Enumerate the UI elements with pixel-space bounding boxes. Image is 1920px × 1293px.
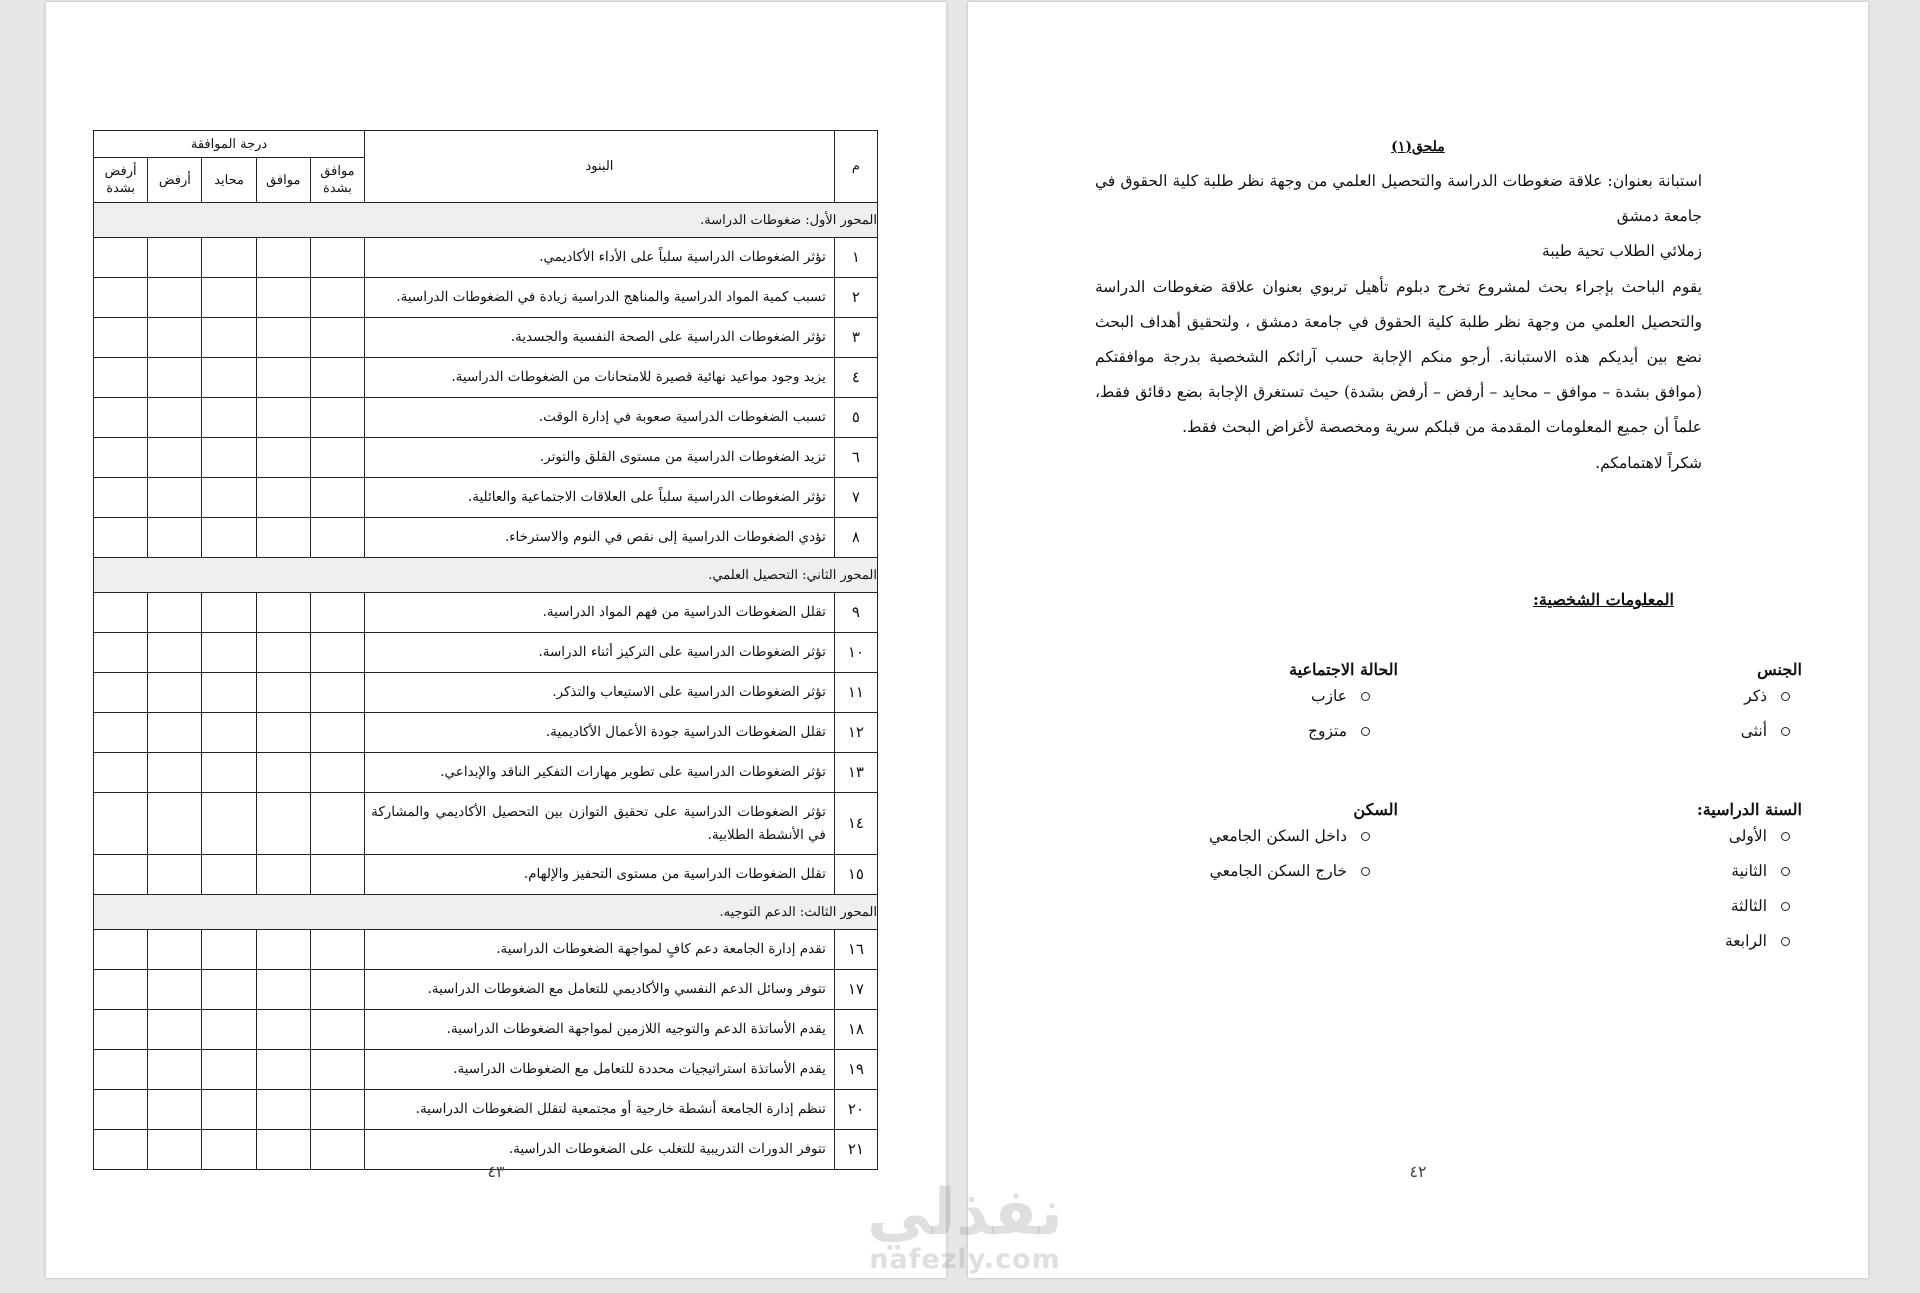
item-number: ١ (834, 238, 877, 278)
radio-circle-icon (1361, 727, 1370, 736)
item-text: تؤثر الضغوطات الدراسية سلباً على الأداء الأكاديمي. (365, 238, 835, 278)
rating-cell[interactable] (94, 1010, 148, 1050)
item-number: ٨ (834, 518, 877, 558)
item-number: ٢٠ (834, 1090, 877, 1130)
year-option-second[interactable]: الثانية (1697, 854, 1790, 889)
watermark-url: nafezly.com (869, 1244, 1061, 1275)
rating-cell[interactable] (148, 358, 202, 398)
axis-title: المحور الأول: ضغوطات الدراسة. (94, 203, 878, 238)
rating-cell[interactable] (148, 753, 202, 793)
rating-cell[interactable] (256, 633, 310, 673)
item-text: تقلل الضغوطات الدراسية جودة الأعمال الأكاديمية. (365, 713, 835, 753)
item-number: ١٦ (834, 930, 877, 970)
item-text: تقلل الضغوطات الدراسية من مستوى التحفيز والإلهام. (365, 855, 835, 895)
rating-cell[interactable] (202, 930, 256, 970)
rating-cell[interactable] (256, 593, 310, 633)
rating-cell[interactable] (256, 673, 310, 713)
year-option-first[interactable]: الأولى (1697, 819, 1790, 854)
item-number: ١٩ (834, 1050, 877, 1090)
rating-cell[interactable] (94, 358, 148, 398)
item-number: ٦ (834, 438, 877, 478)
rating-cell[interactable] (256, 713, 310, 753)
rating-cell[interactable] (310, 970, 364, 1010)
item-text: تؤثر الضغوطات الدراسية على التركيز أثناء الدراسة. (365, 633, 835, 673)
housing-option-outside[interactable]: خارج السكن الجامعي (1209, 854, 1370, 889)
radio-circle-icon (1781, 727, 1790, 736)
greeting: زملائي الطلاب تحية طيبة (1542, 242, 1702, 261)
rating-cell[interactable] (310, 238, 364, 278)
rating-cell[interactable] (202, 793, 256, 855)
header-number: م (834, 131, 877, 203)
item-text: تتوفر الدورات التدريبية للتغلب على الضغوطات الدراسية. (365, 1130, 835, 1170)
item-number: ١٨ (834, 1010, 877, 1050)
rating-cell[interactable] (256, 398, 310, 438)
header-option-strongly-agree: موافق بشدة (310, 158, 364, 203)
item-number: ١٢ (834, 713, 877, 753)
rating-cell[interactable] (256, 1090, 310, 1130)
rating-cell[interactable] (148, 1090, 202, 1130)
radio-circle-icon (1361, 692, 1370, 701)
rating-cell[interactable] (310, 1090, 364, 1130)
housing-group (1209, 800, 1398, 889)
thanks: شكراً لاهتمامكم. (1595, 453, 1702, 472)
header-option-strongly-disagree: أرفض بشدة (94, 158, 148, 203)
rating-cell[interactable] (94, 238, 148, 278)
item-text: تنظم إدارة الجامعة أنشطة خارجية أو مجتمعية لتقلل الضغوطات الدراسية. (365, 1090, 835, 1130)
page-42 (968, 2, 1868, 1278)
item-number: ١٤ (834, 793, 877, 855)
radio-circle-icon (1781, 937, 1790, 946)
rating-cell[interactable] (310, 713, 364, 753)
item-number: ١٥ (834, 855, 877, 895)
rating-cell[interactable] (94, 1050, 148, 1090)
rating-cell[interactable] (310, 438, 364, 478)
item-number: ٤ (834, 358, 877, 398)
rating-cell[interactable] (148, 398, 202, 438)
axis-row (94, 895, 878, 930)
item-text: يقدم الأساتذة استراتيجيات محددة للتعامل مع الضغوطات الدراسية. (365, 1050, 835, 1090)
table-row (94, 855, 878, 895)
rating-cell[interactable] (202, 673, 256, 713)
rating-cell[interactable] (256, 438, 310, 478)
questionnaire-title: استبانة بعنوان: علاقة ضغوطات الدراسة والتحصيل العلمي من وجهة نظر طلبة كلية الحقوق في جامعة دمشق (1095, 172, 1702, 226)
rating-cell[interactable] (148, 238, 202, 278)
header-items: البنود (365, 131, 835, 203)
rating-cell[interactable] (256, 1010, 310, 1050)
table-row (94, 1050, 878, 1090)
gender-group (1741, 660, 1802, 749)
rating-cell[interactable] (94, 318, 148, 358)
table-row (94, 398, 878, 438)
axis-row (94, 203, 878, 238)
radio-circle-icon (1361, 867, 1370, 876)
table-row (94, 478, 878, 518)
item-text: تؤثر الضغوطات الدراسية على تطوير مهارات التفكير الناقد والإبداعي. (365, 753, 835, 793)
rating-cell[interactable] (202, 633, 256, 673)
rating-cell[interactable] (202, 753, 256, 793)
table-row (94, 793, 878, 855)
item-number: ١٧ (834, 970, 877, 1010)
axis-title: المحور الثاني: التحصيل العلمي. (94, 558, 878, 593)
rating-cell[interactable] (94, 713, 148, 753)
watermark-logo: نفذلي (867, 1176, 1063, 1250)
item-number: ٢ (834, 278, 877, 318)
item-number: ٣ (834, 318, 877, 358)
rating-cell[interactable] (94, 1090, 148, 1130)
rating-cell[interactable] (148, 1050, 202, 1090)
rating-cell[interactable] (202, 1010, 256, 1050)
header-option-agree: موافق (256, 158, 310, 203)
item-number: ٢١ (834, 1130, 877, 1170)
rating-cell[interactable] (256, 970, 310, 1010)
rating-cell[interactable] (148, 855, 202, 895)
gender-option-female[interactable]: أنثى (1741, 714, 1790, 749)
table-row (94, 633, 878, 673)
table-row (94, 358, 878, 398)
item-text: تسبب كمية المواد الدراسية والمناهج الدراسية زيادة في الضغوطات الدراسية. (365, 278, 835, 318)
rating-cell[interactable] (310, 398, 364, 438)
page-43 (46, 2, 946, 1278)
rating-cell[interactable] (202, 713, 256, 753)
item-number: ٩ (834, 593, 877, 633)
rating-cell[interactable] (202, 318, 256, 358)
item-number: ٥ (834, 398, 877, 438)
rating-cell[interactable] (148, 438, 202, 478)
marital-status-title: الحالة الاجتماعية (1289, 660, 1398, 679)
year-option-fourth[interactable]: الرابعة (1697, 924, 1790, 959)
rating-cell[interactable] (256, 518, 310, 558)
rating-cell[interactable] (256, 1050, 310, 1090)
item-number: ١١ (834, 673, 877, 713)
rating-cell[interactable] (256, 318, 310, 358)
rating-cell[interactable] (148, 633, 202, 673)
intro-paragraph: يقوم الباحث بإجراء بحث لمشروع تخرج دبلوم تأهيل تربوي بعنوان علاقة ضغوطات الدراسة والتحصيل العلمي من وجهة نظر طلبة كلية الحقوق في جامعة دمشق ، ولتحقيق أهداف البحث نضع بين أيديكم هذه الاستبانة. أرجو منكم الإجابة حسب آرائكم الشخصية بدرجة موافقتكم (موافق بشدة – موافق – محايد – أرفض – أرفض بشدة) حيث تستغرق الإجابة بضع دقائق فقط، علماً أن جميع المعلومات المقدمة من قبلكم سرية ومخصصة لأغراض البحث فقط. (1095, 277, 1702, 437)
rating-cell[interactable] (256, 855, 310, 895)
marital-option-single[interactable]: عازب (1289, 679, 1370, 714)
rating-cell[interactable] (310, 518, 364, 558)
academic-year-title: السنة الدراسية: (1696, 800, 1802, 819)
rating-cell[interactable] (94, 855, 148, 895)
radio-circle-icon (1361, 832, 1370, 841)
rating-cell[interactable] (310, 930, 364, 970)
housing-title: السكن (1353, 800, 1398, 819)
rating-cell[interactable] (202, 438, 256, 478)
item-text: تقدم إدارة الجامعة دعم كافٍ لمواجهة الضغوطات الدراسية. (365, 930, 835, 970)
rating-cell[interactable] (310, 793, 364, 855)
table-row (94, 970, 878, 1010)
questionnaire-table (93, 130, 878, 1170)
rating-cell[interactable] (94, 278, 148, 318)
rating-cell[interactable] (310, 633, 364, 673)
page-number-right: ٤٢ (1409, 1162, 1427, 1181)
rating-cell[interactable] (202, 855, 256, 895)
item-text: تؤثر الضغوطات الدراسية على الصحة النفسية والجسدية. (365, 318, 835, 358)
rating-cell[interactable] (310, 278, 364, 318)
header-option-disagree: أرفض (148, 158, 202, 203)
rating-cell[interactable] (202, 518, 256, 558)
radio-circle-icon (1781, 867, 1790, 876)
rating-cell[interactable] (148, 478, 202, 518)
table-row (94, 278, 878, 318)
rating-cell[interactable] (256, 478, 310, 518)
item-text: تؤدي الضغوطات الدراسية إلى نقص في النوم والاسترخاء. (365, 518, 835, 558)
table-row (94, 438, 878, 478)
rating-cell[interactable] (94, 518, 148, 558)
rating-cell[interactable] (202, 398, 256, 438)
rating-cell[interactable] (94, 673, 148, 713)
rating-cell[interactable] (202, 1050, 256, 1090)
table-row (94, 593, 878, 633)
table-row (94, 518, 878, 558)
rating-cell[interactable] (94, 633, 148, 673)
item-text: تتوفر وسائل الدعم النفسي والأكاديمي للتعامل مع الضغوطات الدراسية. (365, 970, 835, 1010)
table-row (94, 753, 878, 793)
item-text: تزيد الضغوطات الدراسية من مستوى القلق والتوتر. (365, 438, 835, 478)
header-agreement-degree: درجة الموافقة (94, 131, 365, 158)
rating-cell[interactable] (310, 593, 364, 633)
rating-cell[interactable] (310, 1050, 364, 1090)
rating-cell[interactable] (148, 1010, 202, 1050)
rating-cell[interactable] (148, 518, 202, 558)
table-row (94, 673, 878, 713)
rating-cell[interactable] (148, 278, 202, 318)
rating-cell[interactable] (148, 793, 202, 855)
rating-cell[interactable] (310, 673, 364, 713)
rating-cell[interactable] (310, 478, 364, 518)
rating-cell[interactable] (148, 713, 202, 753)
rating-cell[interactable] (148, 318, 202, 358)
rating-cell[interactable] (94, 478, 148, 518)
marital-status-group (1289, 660, 1398, 749)
table-row (94, 318, 878, 358)
item-number: ١٣ (834, 753, 877, 793)
gender-title: الجنس (1757, 660, 1802, 679)
rating-cell[interactable] (148, 673, 202, 713)
rating-cell[interactable] (94, 930, 148, 970)
rating-cell[interactable] (148, 593, 202, 633)
rating-cell[interactable] (256, 278, 310, 318)
radio-circle-icon (1781, 692, 1790, 701)
rating-cell[interactable] (148, 930, 202, 970)
item-text: تقلل الضغوطات الدراسية من فهم المواد الدراسية. (365, 593, 835, 633)
gender-option-male[interactable]: ذكر (1741, 679, 1790, 714)
rating-cell[interactable] (94, 398, 148, 438)
rating-cell[interactable] (94, 970, 148, 1010)
rating-cell[interactable] (202, 278, 256, 318)
header-option-neutral: محايد (202, 158, 256, 203)
axis-title: المحور الثالث: الدعم التوجيه. (94, 895, 878, 930)
annex-title: ملحق(١) (1391, 139, 1445, 155)
item-text: تؤثر الضغوطات الدراسية سلباً على العلاقات الاجتماعية والعائلية. (365, 478, 835, 518)
rating-cell[interactable] (256, 238, 310, 278)
item-text: تؤثر الضغوطات الدراسية على الاستيعاب والتذكر. (365, 673, 835, 713)
rating-cell[interactable] (94, 593, 148, 633)
table-row (94, 713, 878, 753)
radio-circle-icon (1781, 832, 1790, 841)
rating-cell[interactable] (310, 753, 364, 793)
rating-cell[interactable] (310, 358, 364, 398)
table-row (94, 1090, 878, 1130)
item-number: ١٠ (834, 633, 877, 673)
axis-row (94, 558, 878, 593)
rating-cell[interactable] (94, 753, 148, 793)
academic-year-section (1697, 800, 1802, 959)
rating-cell[interactable] (310, 1010, 364, 1050)
rating-cell[interactable] (202, 238, 256, 278)
rating-cell[interactable] (310, 318, 364, 358)
housing-option-inside[interactable]: داخل السكن الجامعي (1209, 819, 1370, 854)
rating-cell[interactable] (202, 970, 256, 1010)
rating-cell[interactable] (202, 593, 256, 633)
rating-cell[interactable] (148, 970, 202, 1010)
rating-cell[interactable] (94, 793, 148, 855)
personal-info-title: المعلومات الشخصية: (1532, 590, 1674, 609)
item-text: تؤثر الضغوطات الدراسية على تحقيق التوازن بين التحصيل الأكاديمي والمشاركة في الأنشطة الطلابية. (365, 793, 835, 855)
item-number: ٧ (834, 478, 877, 518)
rating-cell[interactable] (202, 358, 256, 398)
year-option-third[interactable]: الثالثة (1697, 889, 1790, 924)
intro-text (1095, 164, 1720, 481)
rating-cell[interactable] (256, 793, 310, 855)
table-row (94, 1010, 878, 1050)
page-number-left: ٤٣ (487, 1162, 505, 1181)
rating-cell[interactable] (202, 1090, 256, 1130)
item-text: يقدم الأساتذة الدعم والتوجيه اللازمين لمواجهة الضغوطات الدراسية. (365, 1010, 835, 1050)
marital-option-married[interactable]: متزوج (1289, 714, 1370, 749)
rating-cell[interactable] (256, 930, 310, 970)
item-text: تسبب الضغوطات الدراسية صعوبة في إدارة الوقت. (365, 398, 835, 438)
item-text: يزيد وجود مواعيد نهائية قصيرة للامتحانات من الضغوطات الدراسية. (365, 358, 835, 398)
rating-cell[interactable] (310, 855, 364, 895)
radio-circle-icon (1781, 902, 1790, 911)
rating-cell[interactable] (94, 438, 148, 478)
table-row (94, 238, 878, 278)
rating-cell[interactable] (256, 753, 310, 793)
rating-cell[interactable] (202, 478, 256, 518)
rating-cell[interactable] (256, 358, 310, 398)
table-row (94, 930, 878, 970)
